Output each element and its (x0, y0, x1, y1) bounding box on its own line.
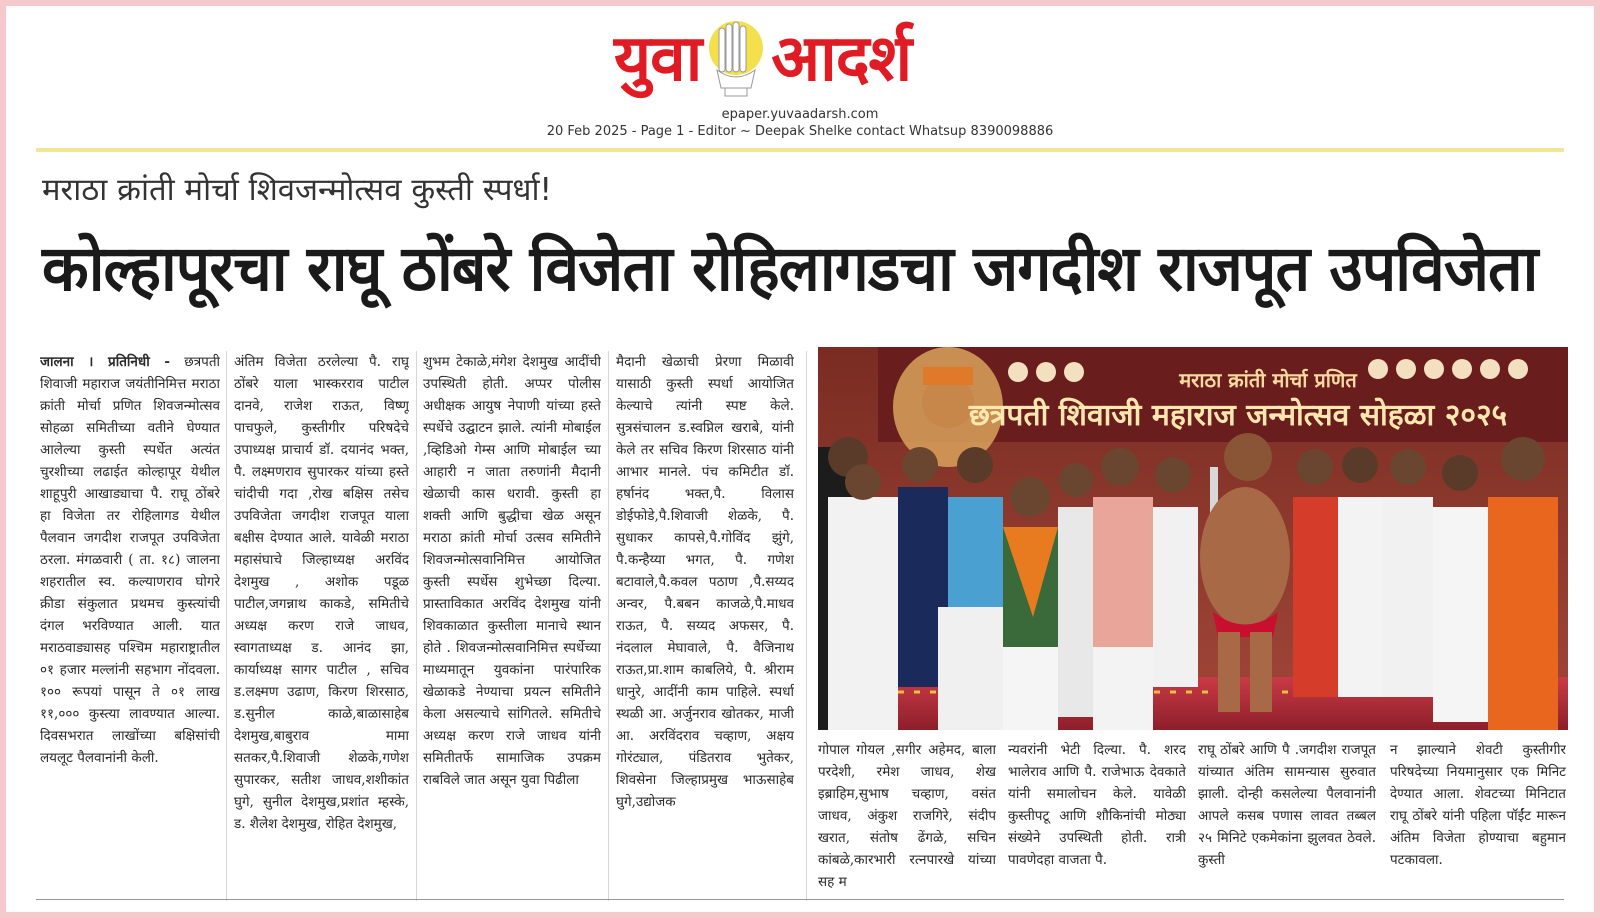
article-column-7 (1198, 739, 1376, 903)
masthead (6, 6, 1594, 156)
epaper-url[interactable]: epaper.yuvaadarsh.com (721, 107, 879, 122)
column-text: अंतिम विजेता ठरलेल्या पै. राघू ठोंबरे याला भास्करराव पाटील दानवे, राजेश राऊत, विष्णू पाचफुले, कुस्तीगीर परिषदेचे उपाध्यक्ष प्राचार्य डॉ. दयानंद भक्त, पै. लक्ष्मणराव सुपारकर यांच्या हस्ते चांदीची गदा ,रोख बक्षिस तसेच उपविजेता जगदीश राजपूत याला बक्षीस देण्यात आले. यावेळी मराठा महासंघाचे जिल्हाध्यक्ष अरविंद देशमुख , अशोक पडूळ पाटील,जगन्नाथ काकडे, समितीचे अध्यक्ष करण राजे जाधव, स्वागताध्यक्ष ड. आनंद झा, कार्याध्यक्ष सागर पाटील , सचिव ड.लक्ष्मण उढाण, किरण शिरसाठ, ड.सुनील काळे,बाळासाहेब देशमुख,बाबुराव मामा सतकर,पै.शिवाजी शेळके,गणेश सुपारकर, सतीश जाधव,शशीकांत घुगे, सुनील देशमुख,प्रशांत म्हस्के, ड. शैलेश देशमुख, रोहित देशमुख, (234, 354, 409, 832)
epaper-page (6, 6, 1594, 912)
column-divider (608, 351, 609, 901)
column-divider (806, 351, 807, 901)
edition-info: 20 Feb 2025 - Page 1 - Editor ~ Deepak Shelke contact Whatsup 8390098886 (546, 124, 1054, 139)
column-text: न झाल्याने शेवटी कुस्तीगीर परिषदेच्या नियमानुसार एक मिनिट देण्यात आला. शेवटच्या मिनिटात राघू ठोंबरे यांनी पहिला पॉईंट मारून अंतिम विजेता होण्याचा बहुमान पटकावला. (1390, 742, 1566, 868)
footer-divider (36, 899, 1564, 900)
logo-text-right: आदर्श (771, 22, 912, 96)
column-text: शुभम टेकाळे,मंगेश देशमुख आदींची उपस्थिती होती. अप्पर पोलीस अधीक्षक आयुष नेपाणी यांच्या हस्ते स्पर्धेचे उद्घाटन झाले. त्यांनी मोबाईल ,व्हिडिओ गेम्स आणि मोबाईल च्या आहारी न जाता तरुणांनी मैदानी खेळाची कास धरावी. कुस्ती हा शक्ती आणि बुद्धीचा खेळ असून मराठा क्रांती मोर्चा उत्सव समितीने शिवजन्मोत्सवानिमित्त आयोजित कुस्ती स्पर्धेस शुभेच्छा दिल्या. प्रास्ताविकात अरविंद देशमुख यांनी शिवकाळात कुस्तीला मानाचे स्थान होते . शिवजन्मोत्सवानिमित्त स्पर्धेच्या माध्यमातून युवकांना पारंपारिक खेळाकडे नेण्याचा प्रयत्न समितीने केला असल्याचे सांगितले. समितीचे अध्यक्ष करण राजे जाधव यांनी समितीतर्फे सामाजिक उपक्रम राबविले जात असून युवा पिढीला (423, 354, 601, 788)
column-divider (416, 351, 417, 901)
column-divider (226, 351, 227, 901)
masthead-divider (36, 148, 1564, 152)
article-column-3 (423, 351, 601, 903)
article-kicker: मराठा क्रांती मोर्चा शिवजन्मोत्सव कुस्ती स्पर्धा! (42, 172, 552, 208)
column-text: गोपाल गोयल ,सगीर अहेमद, बाला परदेशी, रमेश जाधव, शेख इब्राहिम,सुभाष चव्हाण, वसंत जाधव, अंकुश राजगिरे, संदीप खरात, संतोष ढेंगळे, सचिन कांबळे,कारभारी रत्नपारखे यांच्या सह म (818, 742, 996, 890)
article-column-5 (818, 739, 996, 903)
column-text: राघू ठोंबरे आणि पै .जगदीश राजपूत यांच्यात अंतिम सामन्यास सुरुवात झाली. दोन्ही कसलेल्या पैलवानांनी आपले कसब पणास लावत तब्बल २५ मिनिटे एकमेकांना झुलवत ठेवले. कुस्ती (1198, 742, 1376, 868)
column-text: न्यवरांनी भेटी दिल्या. पै. शरद भालेराव आणि पै. राजेभाऊ देवकाते यांनी समालोचन केले. यावेळी कुस्तीपटू आणि शौकिनांची मोठ्या संख्येने उपस्थिती होती. रात्री पावणेदहा वाजता पै. (1008, 742, 1186, 868)
raised-fist-emblem-icon (705, 14, 767, 104)
logo-text-left: युवा (614, 22, 702, 96)
dateline: जालना । प्रतिनिधी - (40, 354, 170, 370)
article-column-8 (1390, 739, 1566, 903)
banner-line-1: मराठा क्रांती मोर्चा प्रणित (1179, 368, 1357, 392)
article-column-1 (40, 351, 220, 903)
column-text: छत्रपती शिवाजी महाराज जयंतीनिमित्त मराठा क्रांती मोर्चा प्रणित शिवजन्मोत्सव सोहळा समितीच्या वतीने घेण्यात आलेल्या कुस्ती स्पर्धेत अत्यंत चुरशीच्या लढाईत कोल्हापूर येथील शाहूपुरी आखाड्याचा पै. राघू ठोंबरे हा विजेता तर रोहिलागड येथील पैलवान जगदीश राजपूत उपविजेता ठरला. मंगळवारी ( ता. १८) जालना शहरातील स्व. कल्याणराव घोगरे क्रीडा संकुलात प्रथमच कुस्त्यांची दंगल भरविण्यात आली. यात मराठवाड्यासह पश्चिम महाराष्ट्रातील ०१ हजार मल्लांनी सहभाग नोंदवला. १०० रूपयां पासून ते ०१ लाख ११,००० कुस्त्या लावण्यात आल्या. दिवसभरात लाखोंच्या बक्षिसांची लयलूट पैलवानांनी केली. (40, 354, 220, 766)
article-column-6 (1008, 739, 1186, 903)
event-photo[interactable] (818, 347, 1568, 730)
wrestling-prize-photo (818, 347, 1568, 730)
banner-line-2: छत्रपती शिवाजी महाराज जन्मोत्सव सोहळा २०२५ (968, 398, 1508, 433)
column-text: मैदानी खेळाची प्रेरणा मिळावी यासाठी कुस्ती स्पर्धा आयोजित केल्याचे त्यांनी स्पष्ट केले. सुत्रसंचालन ड.स्वप्निल खराबे, यांनी केले तर सचिव किरण शिरसाठ यांनी आभार मानले. पंच कमिटीत डॉ. हर्षानंद भक्त,पै. विलास डोईफोडे,पै.शिवाजी शेळके, पै. सुधाकर कापसे,पै.गोविंद झुंगे, पै.कन्हैय्या भगत, पै. गणेश बटावाले,पै.कवल पठाण ,पै.सय्यद अन्वर, पै.बबन काजळे,पै.माधव राऊत, पै. सय्यद अफसर, पै. नंदलाल मेघावाले, पै. वैजिनाथ राऊत,प्रा.शाम काबलिये, पै. श्रीराम धानुरे, आदींनी काम पाहिले. स्पर्धा स्थळी आ. अर्जुनराव खोतकर, माजी आ. अरविंदराव चव्हाण, अक्षय गोरंट्याल, पंडितराव भुतेकर, शिवसेना जिल्हाप्रमुख भाऊसाहेब घुगे,उद्योजक (616, 354, 794, 810)
newspaper-logo[interactable] (614, 14, 911, 104)
article-column-4 (616, 351, 794, 903)
article-column-2 (234, 351, 409, 903)
article-headline: कोल्हापूरचा राघू ठोंबरे विजेता रोहिलागडचा जगदीश राजपूत उपविजेता (42, 232, 1538, 305)
